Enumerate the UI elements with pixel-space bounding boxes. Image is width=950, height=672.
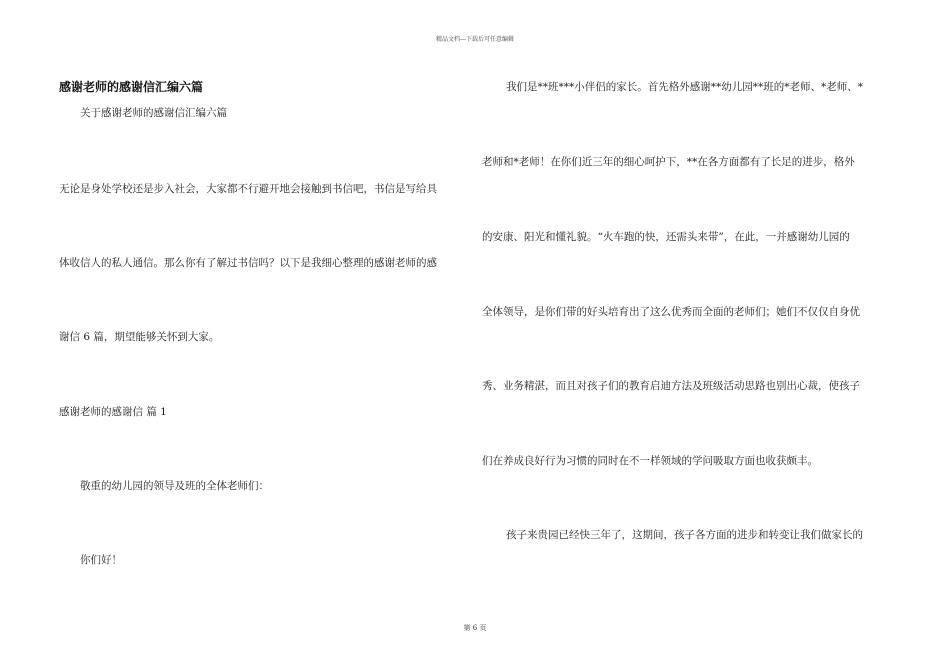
page-footer: 第 6 页 <box>463 624 487 632</box>
body-line-3: 的安康、阳光和懂礼貌。“火车跑的快，还需头来带”，在此，一并感谢幼儿园的 <box>482 231 850 243</box>
document-subtitle: 关于感谢老师的感谢信汇编六篇 <box>80 107 227 119</box>
document-title: 感谢老师的感谢信汇编六篇 <box>59 80 204 94</box>
section-heading: 感谢老师的感谢信 篇 1 <box>59 406 167 418</box>
body-line-1: 我们是**班***小伴侣的家长。首先格外感谢**幼儿园**班的*老师、*老师、* <box>506 81 863 93</box>
body-line-6: 们在养成良好行为习惯的同时在不一样领域的学问吸取方面也收获颇丰。 <box>482 455 818 467</box>
body-line-4: 全体领导，是你们带的好头培育出了这么优秀而全面的老师们；她们不仅仅自身优 <box>482 306 860 318</box>
body-line-2: 老师和*老师！在你们近三年的细心呵护下，**在各方面都有了长足的进步，格外 <box>482 156 855 168</box>
page-header: 精品文档---下载后可任意编辑 <box>435 36 515 43</box>
intro-line-1: 无论是身处学校还是步入社会，大家都不行避开地会接触到书信吧，书信是写给具 <box>59 183 437 195</box>
intro-line-3: 谢信 6 篇，期望能够关怀到大家。 <box>59 331 220 343</box>
intro-line-2: 体收信人的私人通信。那么你有了解过书信吗？以下是我细心整理的感谢老师的感 <box>59 257 437 269</box>
letter-salutation: 敬重的幼儿园的领导及班的全体老师们： <box>80 480 269 492</box>
letter-greeting: 你们好！ <box>80 554 122 566</box>
body-line-5: 秀、业务精湛，而且对孩子们的教育启迪方法及班级活动思路也别出心裁，使孩子 <box>482 380 860 392</box>
body-line-7: 孩子来贵园已经快三年了，这期间，孩子各方面的进步和转变让我们做家长的 <box>506 529 863 541</box>
